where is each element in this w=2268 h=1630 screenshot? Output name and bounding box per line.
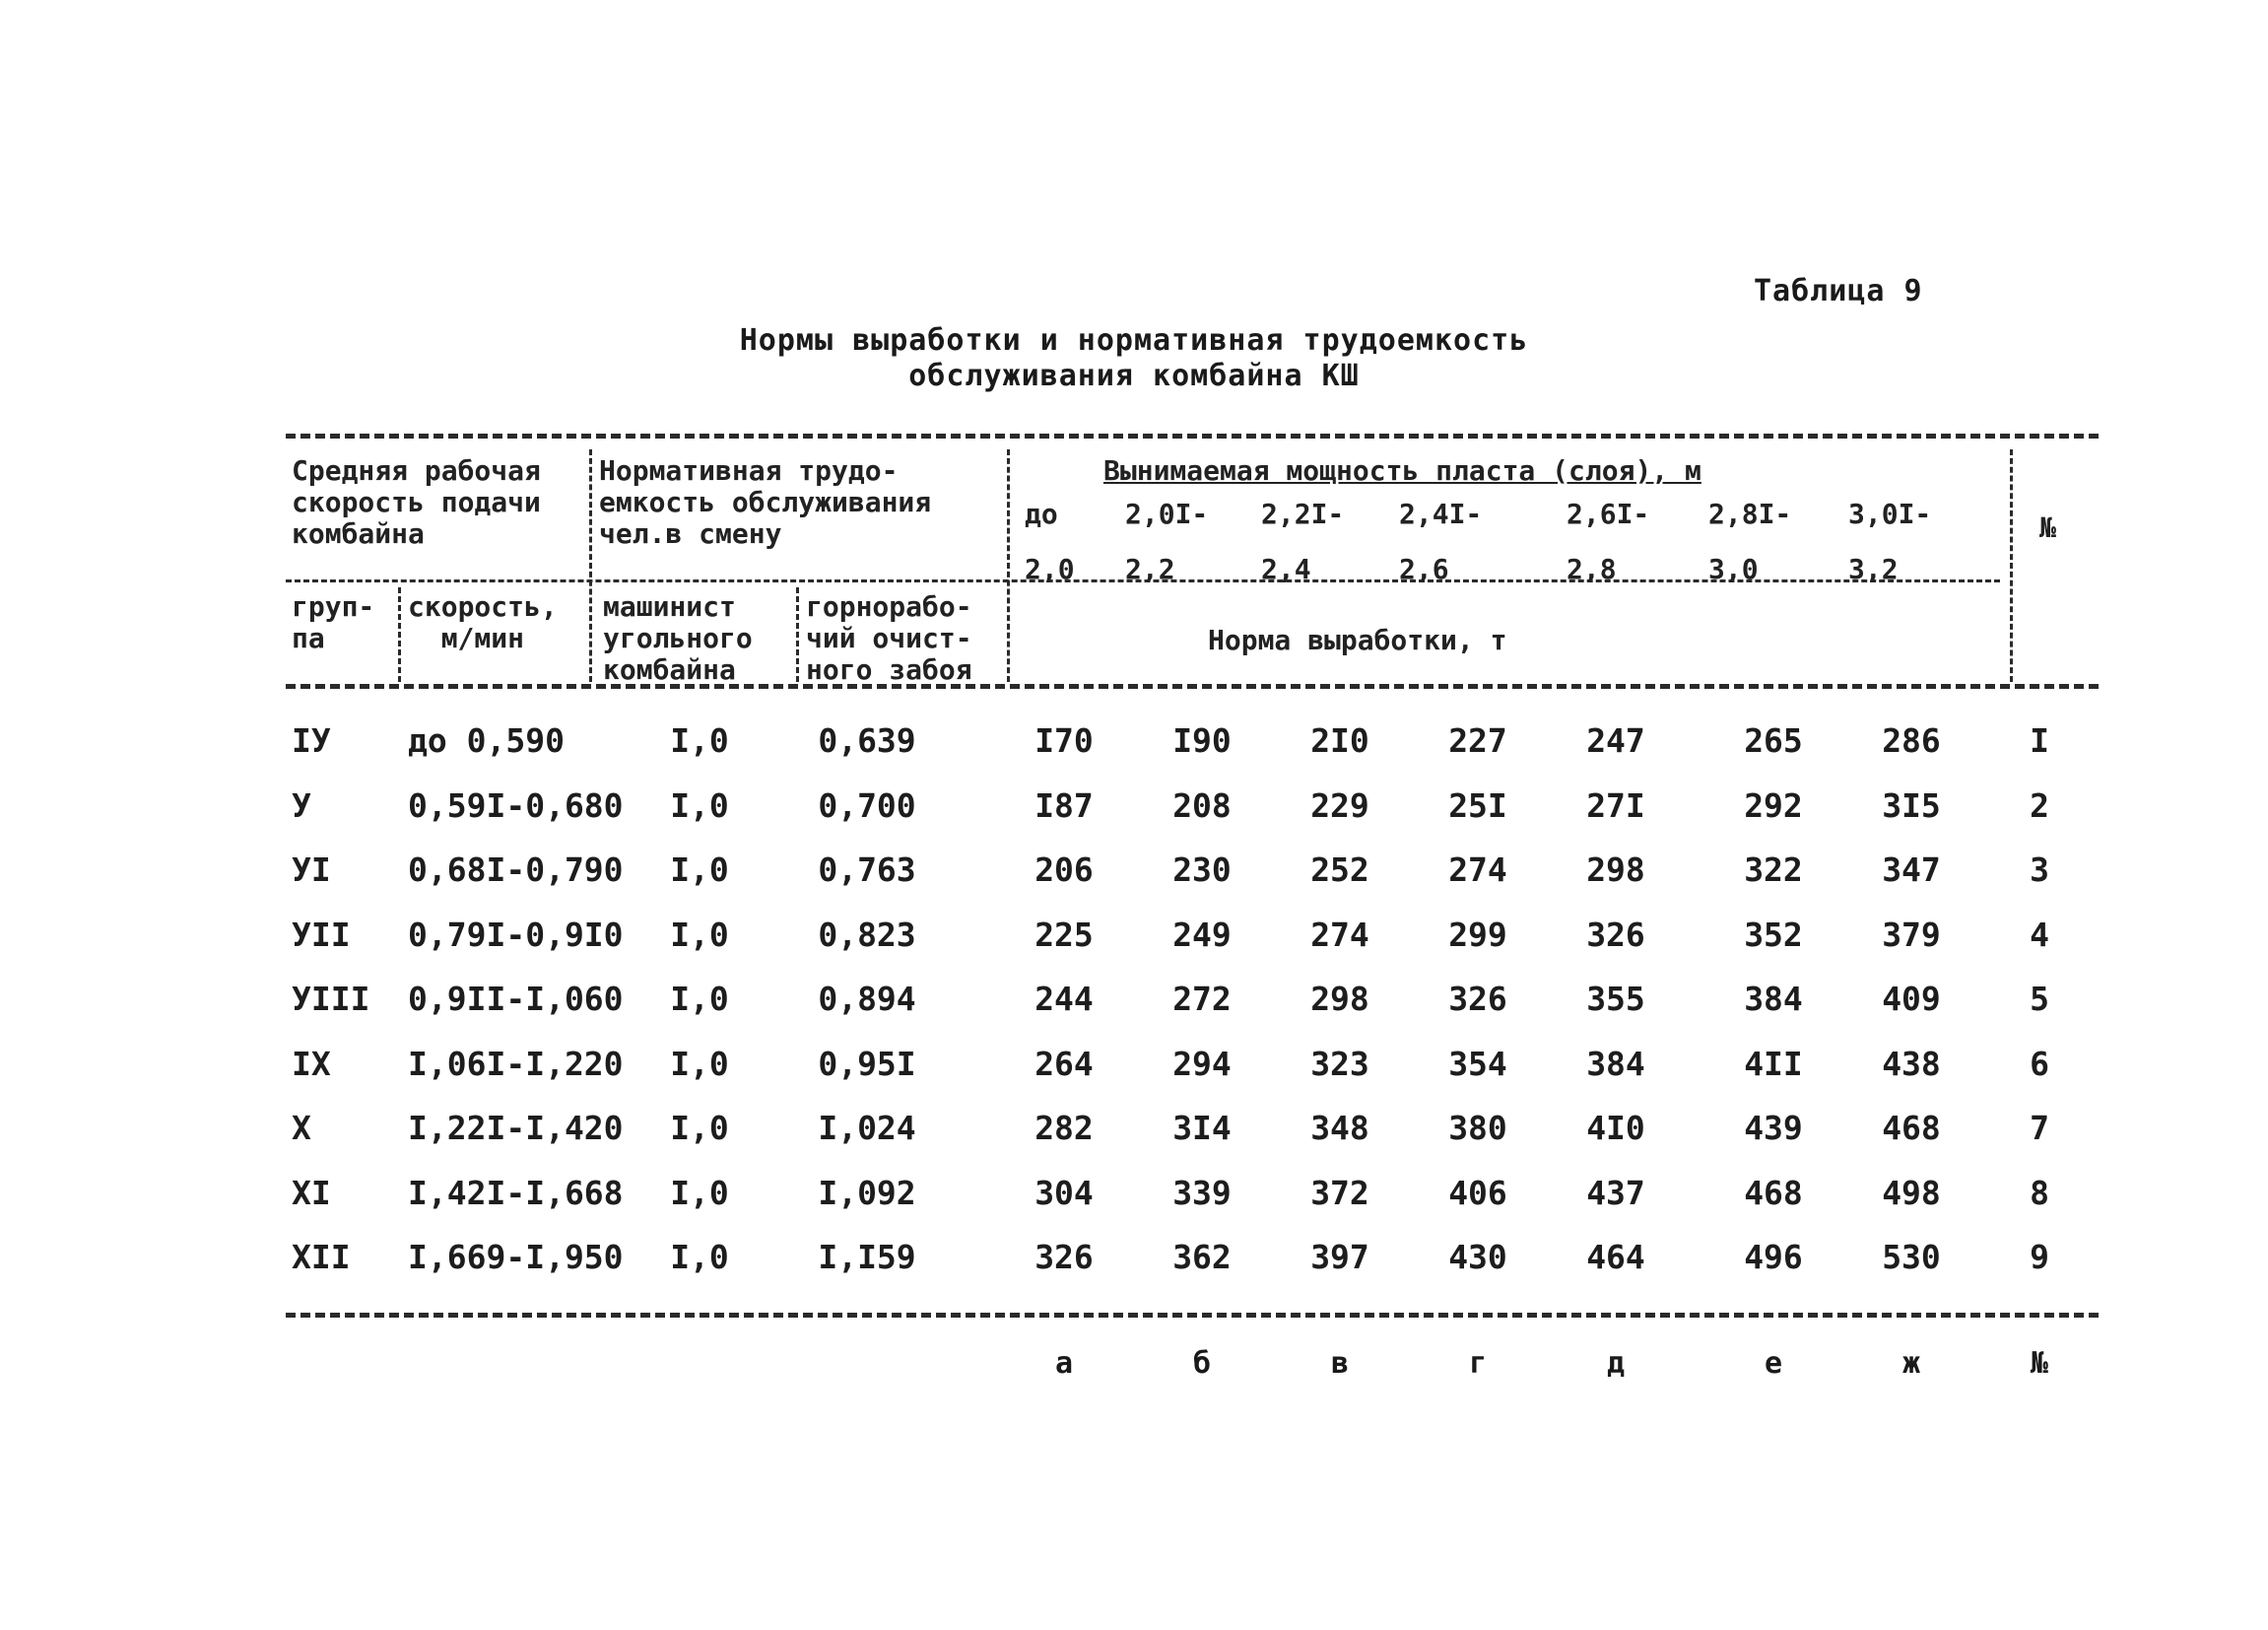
norm-value-cell: 322 <box>1744 850 1803 889</box>
worker-cell: I,092 <box>818 1173 916 1212</box>
speed-cell: 0,68I-0,790 <box>408 850 624 889</box>
range-to: 2,6 <box>1399 553 1449 585</box>
norm-value-cell: 362 <box>1172 1238 1232 1276</box>
norm-value-cell: 4II <box>1744 1044 1803 1083</box>
header-speed-group <box>292 455 541 550</box>
norm-value-cell: 299 <box>1448 915 1507 954</box>
row-number-cell: 3 <box>2030 850 2049 889</box>
thickness-range <box>1848 499 1931 585</box>
norm-value-cell: 352 <box>1744 915 1803 954</box>
header-text: Средняя рабочая <box>292 454 541 487</box>
header-separator <box>398 587 401 682</box>
norm-value-cell: 530 <box>1882 1238 1941 1276</box>
norm-value-cell: 3I4 <box>1172 1109 1232 1147</box>
norm-value-cell: I87 <box>1034 785 1094 825</box>
footer-letter: ж <box>1901 1346 1921 1381</box>
thickness-range <box>1399 499 1482 585</box>
norm-value-cell: 225 <box>1034 915 1094 954</box>
row-number-cell: 6 <box>2030 1044 2049 1083</box>
header-text: машинист <box>603 590 736 623</box>
header-text: чел.в смену <box>599 517 782 550</box>
range-to: 2,0 <box>1025 553 1075 585</box>
header-text: Нормативная трудо- <box>599 454 899 487</box>
speed-cell: 0,59I-0,680 <box>408 785 624 825</box>
operator-cell: I,0 <box>670 1238 729 1276</box>
norm-value-cell: 430 <box>1448 1238 1507 1276</box>
worker-cell: 0,639 <box>818 721 916 760</box>
worker-cell: 0,763 <box>818 850 916 889</box>
norm-value-cell: 355 <box>1586 980 1645 1018</box>
header-text: груп- <box>292 590 375 623</box>
row-number-cell: 8 <box>2030 1173 2049 1212</box>
header-separator <box>2010 449 2013 682</box>
header-separator <box>796 587 799 682</box>
speed-cell: I,22I-I,420 <box>408 1109 624 1147</box>
footer-letter: № <box>2030 1346 2049 1381</box>
header-text: скорость, <box>408 590 558 623</box>
norm-value-cell: 247 <box>1586 721 1645 760</box>
table-title-line-2: обслуживания комбайна КШ <box>908 359 1360 393</box>
norm-value-cell: 326 <box>1448 980 1507 1018</box>
norm-value-cell: 286 <box>1882 721 1941 760</box>
group-cell: УI <box>292 850 331 889</box>
worker-cell: 0,894 <box>818 980 916 1018</box>
group-cell: УII <box>292 915 351 954</box>
range-to: 2,4 <box>1261 553 1311 585</box>
norm-value-cell: 304 <box>1034 1173 1094 1212</box>
operator-cell: I,0 <box>670 1109 729 1147</box>
footer-letter: в <box>1330 1346 1350 1381</box>
footer-letter: д <box>1606 1346 1626 1381</box>
header-top-rule <box>286 434 2099 439</box>
group-cell: IX <box>292 1044 331 1083</box>
row-number-cell: I <box>2030 721 2049 760</box>
norm-value-cell: 379 <box>1882 915 1941 954</box>
group-cell: X <box>292 1109 311 1147</box>
footer-letter: б <box>1192 1346 1212 1381</box>
header-text: угольного <box>603 622 753 654</box>
norm-value-cell: 206 <box>1034 850 1094 889</box>
header-col-operator <box>603 591 753 686</box>
table-bottom-rule <box>286 1313 2099 1318</box>
norm-value-cell: 372 <box>1310 1173 1369 1212</box>
range-from: до <box>1025 498 1058 530</box>
header-text: скорость подачи <box>292 486 541 518</box>
norm-value-cell: 230 <box>1172 850 1232 889</box>
worker-cell: I,024 <box>818 1109 916 1147</box>
norm-value-cell: 409 <box>1882 980 1941 1018</box>
norm-value-cell: 25I <box>1448 785 1507 825</box>
norm-value-cell: 384 <box>1586 1044 1645 1083</box>
worker-cell: I,I59 <box>818 1238 916 1276</box>
norm-value-cell: 438 <box>1882 1044 1941 1083</box>
norm-value-cell: 249 <box>1172 915 1232 954</box>
row-number-cell: 2 <box>2030 785 2049 825</box>
norm-value-cell: 274 <box>1448 850 1507 889</box>
norm-value-cell: I70 <box>1034 721 1094 760</box>
norm-value-cell: 2I0 <box>1310 721 1369 760</box>
norm-value-cell: 464 <box>1586 1238 1645 1276</box>
header-thickness-group: Вынимаемая мощность пласта (слоя), м <box>1103 454 1701 487</box>
norm-value-cell: 265 <box>1744 721 1803 760</box>
norm-value-cell: 272 <box>1172 980 1232 1018</box>
range-from: 2,4I- <box>1399 498 1483 530</box>
header-text: ного забоя <box>806 653 972 686</box>
norm-value-cell: 252 <box>1310 850 1369 889</box>
footer-letter: е <box>1764 1346 1783 1381</box>
range-from: 2,8I- <box>1708 498 1792 530</box>
table-label: Таблица 9 <box>1754 274 1923 308</box>
norm-value-cell: 326 <box>1586 915 1645 954</box>
header-labor-group <box>599 455 931 550</box>
range-to: 2,8 <box>1567 553 1617 585</box>
norm-value-cell: 244 <box>1034 980 1094 1018</box>
range-to: 3,0 <box>1708 553 1759 585</box>
footer-letter: а <box>1054 1346 1074 1381</box>
speed-cell: 0,9II-I,060 <box>408 980 624 1018</box>
operator-cell: I,0 <box>670 915 729 954</box>
row-number-cell: 5 <box>2030 980 2049 1018</box>
operator-cell: I,0 <box>670 1173 729 1212</box>
group-cell: XI <box>292 1173 331 1212</box>
header-col-worker <box>806 591 972 686</box>
norm-value-cell: 468 <box>1882 1109 1941 1147</box>
speed-cell: I,669-I,950 <box>408 1238 624 1276</box>
header-text: комбайна <box>292 517 425 550</box>
row-number-cell: 4 <box>2030 915 2049 954</box>
header-separator <box>1007 449 1010 682</box>
footer-letter: г <box>1468 1346 1488 1381</box>
header-row-no: № <box>2039 511 2056 544</box>
operator-cell: I,0 <box>670 980 729 1018</box>
speed-cell: до 0,590 <box>408 721 565 760</box>
row-number-cell: 9 <box>2030 1238 2049 1276</box>
norm-value-cell: 264 <box>1034 1044 1094 1083</box>
header-text: комбайна <box>603 653 736 686</box>
range-from: 3,0I- <box>1848 498 1932 530</box>
norm-value-cell: 298 <box>1586 850 1645 889</box>
norm-value-cell: 348 <box>1310 1109 1369 1147</box>
worker-cell: 0,95I <box>818 1044 916 1083</box>
header-separator <box>589 449 592 682</box>
worker-cell: 0,823 <box>818 915 916 954</box>
group-cell: УIII <box>292 980 370 1018</box>
header-col-speed <box>408 591 558 654</box>
norm-value-cell: 468 <box>1744 1173 1803 1212</box>
norm-value-cell: 294 <box>1172 1044 1232 1083</box>
norm-value-cell: 439 <box>1744 1109 1803 1147</box>
header-text: емкость обслуживания <box>599 486 932 518</box>
norm-value-cell: 274 <box>1310 915 1369 954</box>
operator-cell: I,0 <box>670 1044 729 1083</box>
norm-value-cell: 27I <box>1586 785 1645 825</box>
norm-value-cell: 354 <box>1448 1044 1507 1083</box>
operator-cell: I,0 <box>670 721 729 760</box>
speed-cell: I,06I-I,220 <box>408 1044 624 1083</box>
speed-cell: I,42I-I,668 <box>408 1173 624 1212</box>
range-to: 3,2 <box>1848 553 1899 585</box>
speed-cell: 0,79I-0,9I0 <box>408 915 624 954</box>
norm-value-cell: 4I0 <box>1586 1109 1645 1147</box>
norm-value-cell: 498 <box>1882 1173 1941 1212</box>
norm-value-cell: 229 <box>1310 785 1369 825</box>
header-text: м/мин <box>440 622 524 654</box>
range-from: 2,6I- <box>1567 498 1650 530</box>
header-norm-label: Норма выработки, т <box>1208 624 1507 656</box>
operator-cell: I,0 <box>670 850 729 889</box>
norm-value-cell: I90 <box>1172 721 1232 760</box>
thickness-range <box>1567 499 1649 585</box>
norm-value-cell: 384 <box>1744 980 1803 1018</box>
range-from: 2,0I- <box>1125 498 1209 530</box>
norm-value-cell: 227 <box>1448 721 1507 760</box>
norm-value-cell: 298 <box>1310 980 1369 1018</box>
range-from: 2,2I- <box>1261 498 1345 530</box>
norm-value-cell: 326 <box>1034 1238 1094 1276</box>
norm-value-cell: 323 <box>1310 1044 1369 1083</box>
header-bottom-rule <box>286 684 2099 689</box>
norm-value-cell: 3I5 <box>1882 785 1941 825</box>
norm-value-cell: 339 <box>1172 1173 1232 1212</box>
header-text: па <box>292 622 325 654</box>
norm-value-cell: 437 <box>1586 1173 1645 1212</box>
norm-value-cell: 282 <box>1034 1109 1094 1147</box>
thickness-range <box>1261 499 1344 585</box>
operator-cell: I,0 <box>670 785 729 825</box>
header-text: горнорабо- <box>806 590 972 623</box>
thickness-range <box>1708 499 1791 585</box>
range-to: 2,2 <box>1125 553 1175 585</box>
row-number-cell: 7 <box>2030 1109 2049 1147</box>
group-cell: XII <box>292 1238 351 1276</box>
thickness-range <box>1025 499 1075 585</box>
norm-value-cell: 397 <box>1310 1238 1369 1276</box>
norm-value-cell: 347 <box>1882 850 1941 889</box>
group-cell: IУ <box>292 721 331 760</box>
thickness-range <box>1125 499 1208 585</box>
group-cell: У <box>292 785 311 825</box>
norm-value-cell: 406 <box>1448 1173 1507 1212</box>
norm-value-cell: 380 <box>1448 1109 1507 1147</box>
norm-value-cell: 496 <box>1744 1238 1803 1276</box>
table-title-line-1: Нормы выработки и нормативная трудоемкость <box>739 323 1529 358</box>
header-text: чий очист- <box>806 622 972 654</box>
header-col-group <box>292 591 374 654</box>
norm-value-cell: 292 <box>1744 785 1803 825</box>
norm-value-cell: 208 <box>1172 785 1232 825</box>
worker-cell: 0,700 <box>818 785 916 825</box>
